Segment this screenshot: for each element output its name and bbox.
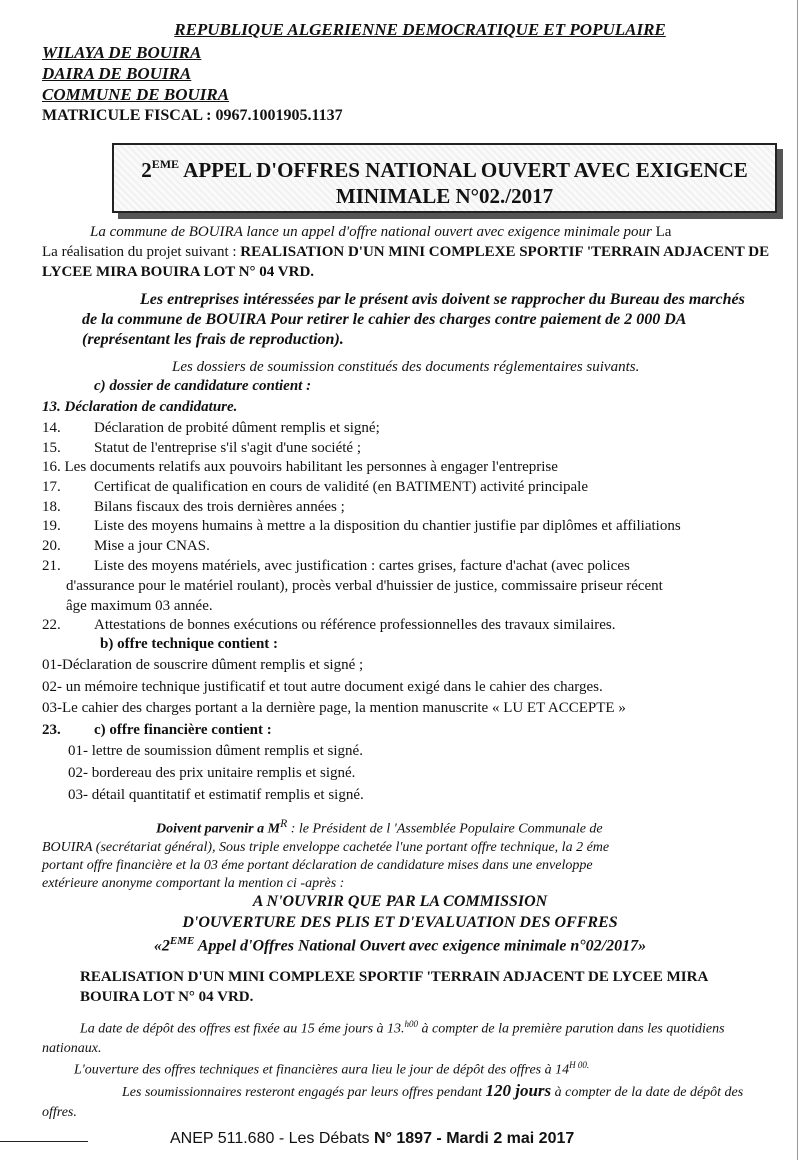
list-item: 17. Certificat de qualification en cours de validité (en BATIMENT) activité principale xyxy=(42,479,588,495)
financiere-heading: 23. c) offre financière contient : xyxy=(42,722,272,738)
list-item: 14. Déclaration de probité dûment remplis et signé; xyxy=(42,420,380,436)
engagement-paragraph: Les soumissionnaires resteront engagés par leurs offres pendant 120 jours à compter de la date de dépôt des offres. xyxy=(42,1081,744,1120)
list-item: 20. Mise a jour CNAS. xyxy=(42,538,210,554)
title-line-1: 2EME APPEL D'OFFRES NATIONAL OUVERT AVEC EXIGENCE xyxy=(141,157,748,182)
newspaper-footer: ANEP 511.680 - Les Débats N° 1897 - Mardi 2 mai 2017 xyxy=(170,1130,575,1147)
retrait-paragraph: Les entreprises intéressées par le présent avis doivent se rapprocher du Bureau des marchés de la commune de BOUIRA Pour retirer le cahier des charges contre paiement de 2 000 DA (représentant les frais de reproduction). xyxy=(82,291,745,348)
ouverture-line: L'ouverture des offres techniques et financières aura lieu le jour de dépôt des offres à $14^{H 00.}$ xyxy=(74,1060,590,1078)
list-item: 02- un mémoire technique justificatif et tout autre document exigé dans le cahier des charges. xyxy=(42,679,603,695)
list-item: 22. Attestations de bonnes exécutions ou référence professionnelles des travaux similaires. xyxy=(42,617,616,633)
matricule-fiscal: MATRICULE FISCAL : 0967.1001905.1137 xyxy=(42,107,343,124)
list-item: 15. Statut de l'entreprise s'il s'agit d'une société ; xyxy=(42,440,361,456)
list-item: 18. Bilans fiscaux des trois dernières années ; xyxy=(42,499,345,515)
list-item: âge maximum 03 année. xyxy=(66,598,213,614)
intro-paragraph: La commune de BOUIRA lance un appel d'offre national ouvert avec exigence minimale pour La La réalisation du projet suivant : REALISATION D'UN MINI COMPLEXE SPORTIF 'TERRAIN ADJACENT DE LYCEE MIRA BOUIRA LOT N° 04 VRD. xyxy=(42,224,770,280)
mention-line-3: «2EME Appel d'Offres National Ouvert avec exigence minimale n°02/2017» xyxy=(153,935,647,955)
commune-line: COMMUNE DE BOUIRA xyxy=(42,85,230,104)
candidature-heading: c) dossier de candidature contient : xyxy=(94,378,312,394)
list-item: 13. Déclaration de candidature. xyxy=(42,399,238,415)
list-item: 21. Liste des moyens matériels, avec justification : cartes grises, facture d'achat (avec polices xyxy=(42,558,630,574)
daira-line: DAIRA DE BOUIRA xyxy=(42,64,192,83)
mention-line-1: A N'OUVRIR QUE PAR LA COMMISSION xyxy=(252,893,548,910)
list-item: d'assurance pour le matériel roulant), procès verbal d'huissier de justice, commissaire priseur récent xyxy=(66,578,663,594)
list-item: 01- lettre de soumission dûment remplis et signé. xyxy=(68,743,363,759)
tender-title-box xyxy=(112,143,777,213)
title-line-2: MINIMALE N°02./2017 xyxy=(335,184,554,208)
republic-heading: REPUBLIQUE ALGERIENNE DEMOCRATIQUE ET POPULAIRE xyxy=(174,20,666,39)
mention-line-2: D'OUVERTURE DES PLIS ET D'EVALUATION DES OFFRES xyxy=(182,914,618,931)
page-border xyxy=(797,0,798,1160)
wilaya-line: WILAYA DE BOUIRA xyxy=(42,43,202,62)
footer-rule xyxy=(0,1141,88,1142)
technique-heading: b) offre technique contient : xyxy=(100,636,279,652)
list-item: 16. Les documents relatifs aux pouvoirs habilitant les personnes à engager l'entreprise xyxy=(42,459,558,475)
list-item: 03- détail quantitatif et estimatif remplis et signé. xyxy=(68,787,364,803)
list-item: 01-Déclaration de souscrire dûment remplis et signé ; xyxy=(42,657,364,673)
list-item: 02- bordereau des prix unitaire remplis et signé. xyxy=(68,765,356,781)
project-repeat: REALISATION D'UN MINI COMPLEXE SPORTIF 'TERRAIN ADJACENT DE LYCEE MIRA BOUIRA LOT N° 04 VRD. xyxy=(80,969,708,1005)
dossiers-intro: Les dossiers de soumission constitués des documents réglementaires suivants. xyxy=(172,359,640,375)
envoi-paragraph: Doivent parvenir a $M^R$ : le Président de l 'Assemblée Populaire Communale de BOUIRA (secrétariat général), Sous triple enveloppe cachetée l'une portant offre technique, la 2 éme portant offre financière et la 03 éme portant déclaration de candidature mises dans une enveloppe extérieure anonyme comportant la mention ci -après : xyxy=(42,817,610,891)
list-item: 03-Le cahier des charges portant a la dernière page, la mention manuscrite « LU ET ACCEPTE » xyxy=(42,700,626,716)
depot-paragraph: La date de dépôt des offres est fixée au 15 éme jours à 13.$^{h00}$ à compter de la première parution dans les quotidiens nationaux. xyxy=(42,1019,725,1056)
list-item: 19. Liste des moyens humains à mettre a la disposition du chantier justifie par diplômes et affiliations xyxy=(42,518,681,534)
